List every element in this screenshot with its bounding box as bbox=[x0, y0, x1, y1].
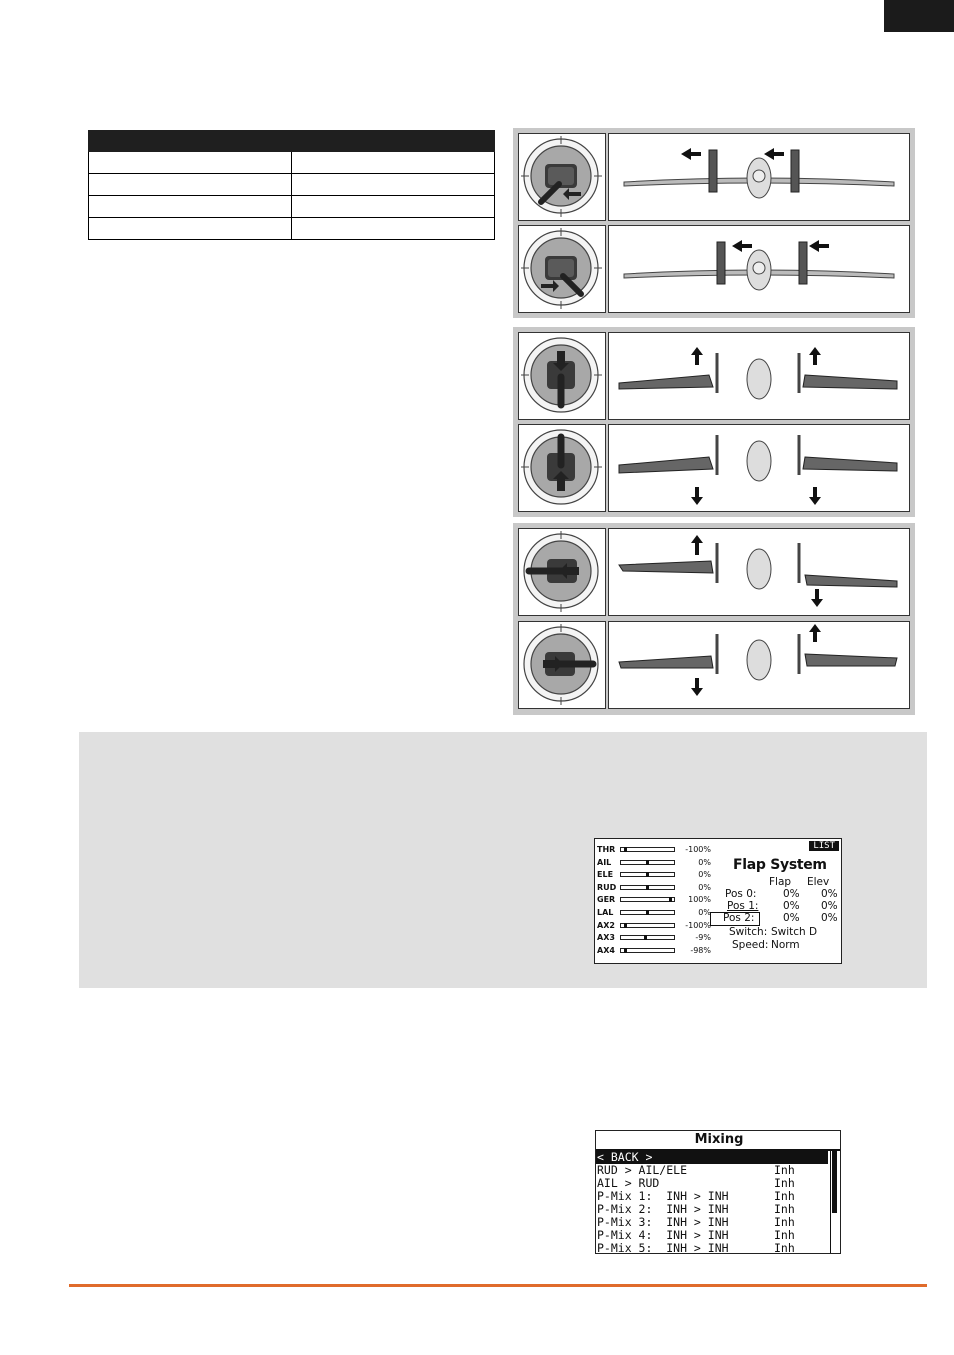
channel-name: LAL bbox=[597, 908, 614, 917]
stick-aileron-left bbox=[518, 528, 606, 616]
channel-value: -98% bbox=[690, 945, 711, 955]
stick-elevator-down bbox=[518, 332, 606, 420]
channel-value: 0% bbox=[698, 908, 711, 917]
channel-value: 0% bbox=[698, 882, 711, 892]
pos2-label[interactable]: Pos 2: bbox=[723, 912, 755, 924]
plane-rudder-left bbox=[608, 133, 910, 221]
speed-value[interactable]: Norm bbox=[771, 939, 800, 951]
table-row bbox=[88, 152, 495, 174]
pos1-flap[interactable]: 0% bbox=[783, 900, 800, 912]
channel-bar-marker bbox=[646, 872, 649, 877]
flap-system-title: Flap System bbox=[733, 857, 827, 873]
channel-bar-marker bbox=[646, 885, 649, 890]
mix-item-label: P-Mix 2: INH > INH bbox=[597, 1202, 729, 1216]
elevator-diagram-panel bbox=[513, 327, 915, 517]
stick-aileron-right bbox=[518, 621, 606, 709]
channel-name: RUD bbox=[597, 882, 617, 892]
mix-item-label: P-Mix 1: INH > INH bbox=[597, 1189, 729, 1203]
switch-value[interactable]: Switch D bbox=[771, 926, 818, 938]
channel-name: AIL bbox=[597, 857, 612, 867]
channel-name: THR bbox=[597, 845, 616, 854]
channel-value: 0% bbox=[698, 870, 711, 880]
col-elev-header: Elev bbox=[807, 876, 830, 888]
channel-bar bbox=[620, 847, 675, 852]
channel-bar-marker bbox=[624, 948, 627, 953]
mix-item-status: Inh bbox=[774, 1189, 795, 1203]
page-corner-tab bbox=[884, 0, 954, 32]
plane-aileron-left bbox=[608, 528, 910, 616]
mix-item-label: P-Mix 3: INH > INH bbox=[597, 1215, 729, 1229]
channel-bar bbox=[620, 910, 675, 915]
pos1-elev[interactable]: 0% bbox=[821, 900, 838, 912]
aileron-diagram-panel bbox=[513, 523, 915, 715]
plane-rudder-right bbox=[608, 225, 910, 313]
mix-item-status: Inh bbox=[774, 1176, 795, 1190]
footer-rule bbox=[69, 1284, 927, 1287]
stick-rudder-right bbox=[518, 225, 606, 313]
mix-item-label: AIL > RUD bbox=[597, 1176, 660, 1190]
mix-item-status: Inh bbox=[774, 1163, 795, 1177]
pos0-elev[interactable]: 0% bbox=[821, 888, 838, 900]
table-row bbox=[88, 174, 495, 196]
channel-bar-marker bbox=[669, 897, 672, 902]
list-item[interactable] bbox=[596, 1242, 828, 1254]
channel-value: 100% bbox=[688, 895, 711, 905]
speed-label: Speed: bbox=[732, 939, 769, 951]
mix-item-label: RUD > AIL/ELE bbox=[597, 1163, 688, 1177]
channel-bar-marker bbox=[646, 910, 649, 915]
channel-value: -100% bbox=[685, 920, 711, 930]
pos2-flap[interactable]: 0% bbox=[783, 912, 800, 924]
channel-bar-marker bbox=[646, 860, 649, 865]
table-row bbox=[88, 218, 495, 240]
stick-rudder-left bbox=[518, 133, 606, 221]
mix-item-status: Inh bbox=[774, 1202, 795, 1216]
channel-value: 0% bbox=[698, 857, 711, 867]
channel-value: -100% bbox=[685, 845, 711, 854]
table-row bbox=[88, 196, 495, 218]
list-badge[interactable]: LIST bbox=[809, 841, 839, 851]
channel-bar-marker bbox=[624, 847, 627, 852]
channel-bar bbox=[620, 885, 675, 890]
channel-bar bbox=[620, 860, 675, 865]
mix-item-status: Inh bbox=[774, 1228, 795, 1242]
pos0-flap[interactable]: 0% bbox=[783, 888, 800, 900]
rudder-diagram-panel bbox=[513, 128, 915, 318]
channel-bar-marker bbox=[644, 935, 647, 940]
channel-bar bbox=[620, 935, 675, 940]
channel-name: AX3 bbox=[597, 933, 615, 943]
scrollbar-thumb[interactable] bbox=[832, 1151, 837, 1213]
mix-item-label: P-Mix 5: INH > INH bbox=[597, 1241, 729, 1254]
channel-name: ELE bbox=[597, 870, 614, 880]
mix-item-label: < BACK > bbox=[597, 1150, 653, 1164]
switch-label: Switch: bbox=[729, 926, 768, 938]
blank-table bbox=[88, 130, 495, 240]
plane-elevator-down bbox=[608, 332, 910, 420]
mixing-title: Mixing bbox=[694, 1132, 744, 1147]
flap-system-screen bbox=[594, 838, 842, 964]
channel-value: -9% bbox=[695, 933, 711, 943]
channel-bar bbox=[620, 897, 675, 902]
mixing-screen bbox=[595, 1130, 841, 1254]
scrollbar[interactable] bbox=[830, 1151, 837, 1253]
channel-bar-marker bbox=[624, 923, 627, 928]
col-flap-header: Flap bbox=[769, 876, 792, 888]
mix-item-label: P-Mix 4: INH > INH bbox=[597, 1228, 729, 1242]
channel-name: AX4 bbox=[597, 945, 615, 955]
pos1-label[interactable]: Pos 1: bbox=[727, 900, 759, 912]
stick-elevator-up bbox=[518, 424, 606, 512]
channel-name: GER bbox=[597, 895, 616, 905]
mix-item-status: Inh bbox=[774, 1215, 795, 1229]
channel-bar bbox=[620, 872, 675, 877]
channel-bar bbox=[620, 923, 675, 928]
channel-bar bbox=[620, 948, 675, 953]
channel-name: AX2 bbox=[597, 920, 615, 930]
pos2-elev[interactable]: 0% bbox=[821, 912, 838, 924]
table-header bbox=[88, 130, 495, 152]
plane-aileron-right bbox=[608, 621, 910, 709]
mix-item-status: Inh bbox=[774, 1241, 795, 1254]
plane-elevator-up bbox=[608, 424, 910, 512]
pos0-label[interactable]: Pos 0: bbox=[725, 888, 757, 900]
